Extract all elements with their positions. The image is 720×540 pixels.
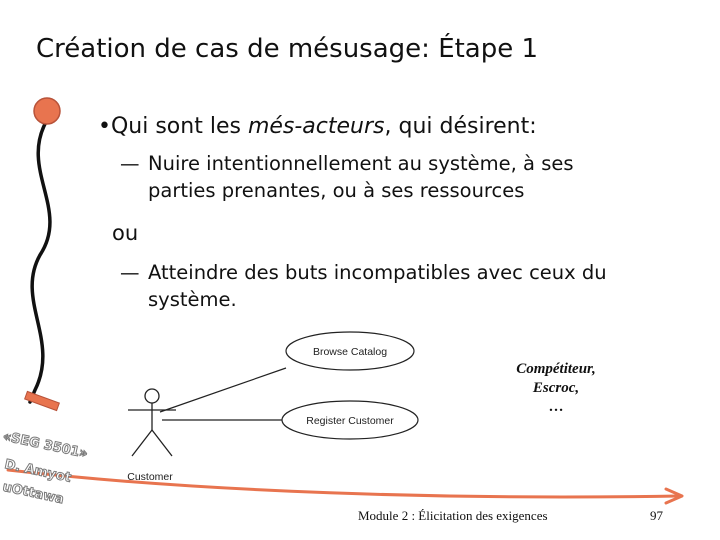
use-case-label-1: Browse Catalog: [312, 346, 388, 358]
page-number: 97: [650, 508, 663, 523]
sub-bullet-2: — Atteindre des buts incompatibles avec ceux du système.: [120, 261, 607, 311]
actor-figure: [128, 389, 176, 456]
connector-ou: ou: [112, 221, 139, 245]
use-case-diagram: [110, 328, 430, 488]
course-stamp: «SEG 3501» D. Amyot uOttawa: [1, 429, 90, 508]
emphasis-mes-acteurs: més-acteurs: [247, 114, 385, 139]
bullet-dot: •: [98, 114, 111, 139]
sub-bullet-1: — Nuire intentionnellement au système, à ses parties prenantes, ou à ses ressources: [120, 152, 574, 202]
dash-marker: —: [120, 152, 140, 175]
association-line: [160, 368, 286, 412]
actor-label: Customer: [127, 471, 173, 483]
use-case-label-2: Register Customer: [306, 415, 394, 427]
misactor-list: Compétiteur, Escroc, …: [516, 361, 596, 415]
dash-marker: —: [120, 261, 140, 284]
pin-base: [25, 391, 60, 410]
main-bullet: •Qui sont les més-acteurs, qui désirent:: [98, 114, 537, 139]
slide-title: Création de cas de mésusage: Étape 1: [36, 34, 539, 64]
footer-module: Module 2 : Élicitation des exigences: [358, 508, 548, 523]
pin-head: [34, 98, 60, 124]
